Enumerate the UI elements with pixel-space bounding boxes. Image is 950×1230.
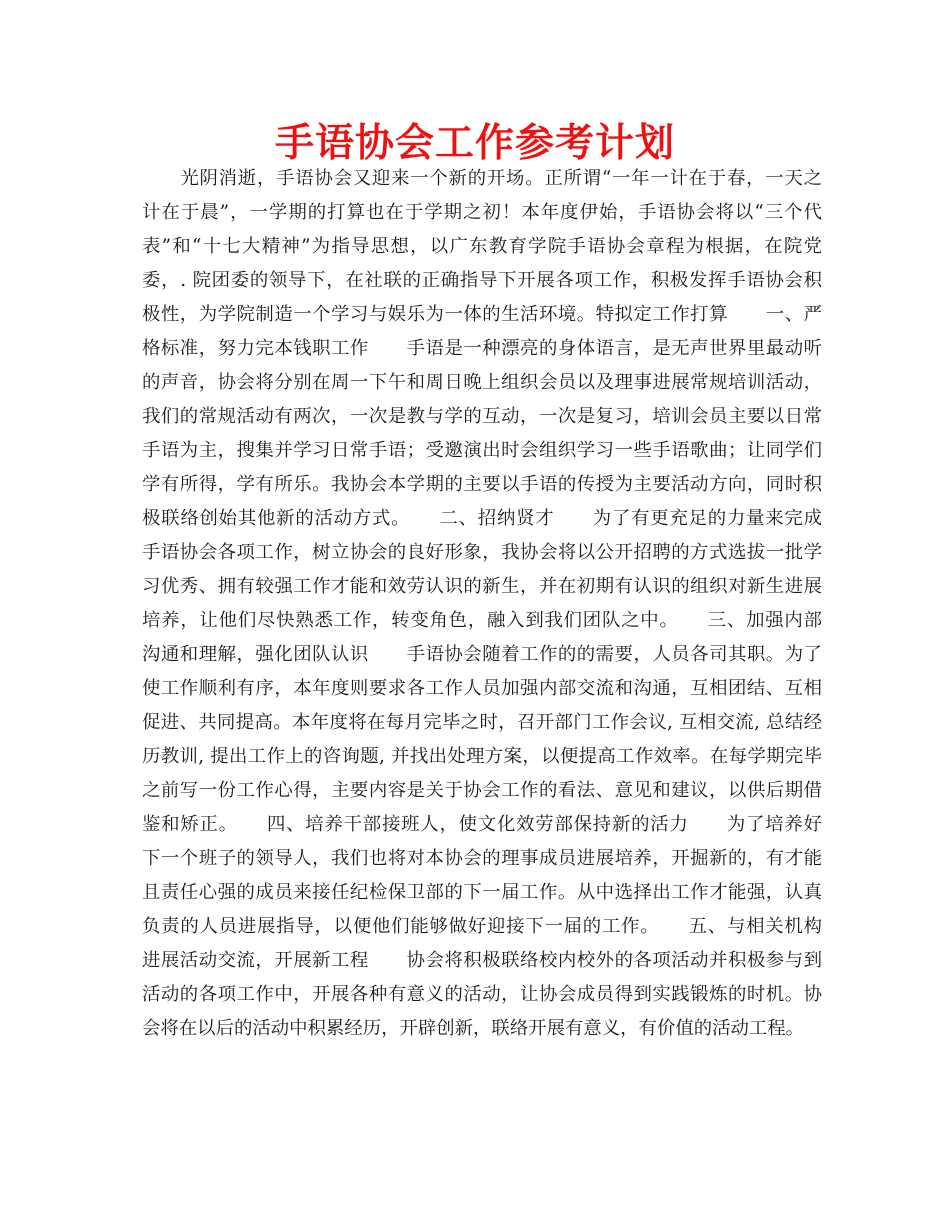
body-line: 极联络创始其他新的活动方式。 二、招纳贤才 为了有更充足的力量来完成: [142, 508, 822, 529]
body-line: 之前写一份工作心得，主要内容是关于协会工作的看法、意见和建议，以供后期借: [142, 780, 822, 801]
body-line: 下一个班子的领导人，我们也将对本协会的理事成员进展培养，开掘新的，有才能: [142, 848, 822, 869]
body-line: 使工作顺利有序，本年度则要求各工作人员加强内部交流和沟通，互相团结、互相: [142, 678, 822, 699]
body-line: 我们的常规活动有两次，一次是教与学的互动，一次是复习，培训会员主要以日常: [142, 406, 822, 427]
body-line: 且责任心强的成员来接任纪检保卫部的下一届工作。从中选择出工作才能强，认真: [142, 882, 822, 903]
body-line: 的声音，协会将分别在周一下午和周日晚上组织会员以及理事进展常规培训活动，: [142, 372, 822, 393]
body-line: 活动的各项工作中，开展各种有意义的活动，让协会成员得到实践锻炼的时机。协: [142, 984, 822, 1005]
body-line: 表”和“十七大精神”为指导思想，以广东教育学院手语协会章程为根据，在院党: [142, 236, 822, 257]
body-line: 光阴消逝，手语协会又迎来一个新的开场。正所谓“一年一计在于春，一天之: [142, 168, 822, 189]
body-line: 习优秀、拥有较强工作才能和效劳认识的新生，并在初期有认识的组织对新生进展: [142, 576, 822, 597]
body-line: 沟通和理解，强化团队认识 手语协会随着工作的的需要，人员各司其职。为了: [142, 644, 822, 665]
document-body: [142, 162, 822, 1046]
body-line: 负责的人员进展指导，以便他们能够做好迎接下一届的工作。 五、与相关机构: [142, 916, 822, 937]
body-line: 委，. 院团委的领导下，在社联的正确指导下开展各项工作，积极发挥手语协会积: [142, 270, 822, 291]
document-title: 手语协会工作参考计划: [274, 121, 675, 166]
body-line: 鉴和矫正。 四、培养干部接班人，使文化效劳部保持新的活力 为了培养好: [142, 814, 822, 835]
body-line: 手语协会各项工作，树立协会的良好形象，我协会将以公开招聘的方式选拔一批学: [142, 542, 822, 563]
body-line: 学有所得，学有所乐。我协会本学期的主要以手语的传授为主要活动方向，同时积: [142, 474, 822, 495]
body-line: 会将在以后的活动中积累经历，开辟创新，联络开展有意义，有价值的活动工程。: [142, 1018, 805, 1039]
body-line: 极性，为学院制造一个学习与娱乐为一体的生活环境。特拟定工作打算 一、严: [142, 304, 822, 325]
body-line: 历教训, 提出工作上的咨询题, 并找出处理方案，以便提高工作效率。在每学期完毕: [142, 746, 822, 767]
body-line: 格标准，努力完本钱职工作 手语是一种漂亮的身体语言，是无声世界里最动听: [142, 338, 822, 359]
body-line: 促进、共同提高。本年度将在每月完毕之时，召开部门工作会议, 互相交流, 总结经: [142, 712, 822, 733]
body-line: 手语为主，搜集并学习日常手语；受邀演出时会组织学习一些手语歌曲；让同学们: [142, 440, 822, 461]
body-line: 计在于晨”，一学期的打算也在于学期之初！本年度伊始，手语协会将以“三个代: [142, 202, 822, 223]
body-line: 培养，让他们尽快熟悉工作，转变角色，融入到我们团队之中。 三、加强内部: [142, 610, 822, 631]
body-line: 进展活动交流，开展新工程 协会将积极联络校内校外的各项活动并积极参与到: [142, 950, 822, 971]
